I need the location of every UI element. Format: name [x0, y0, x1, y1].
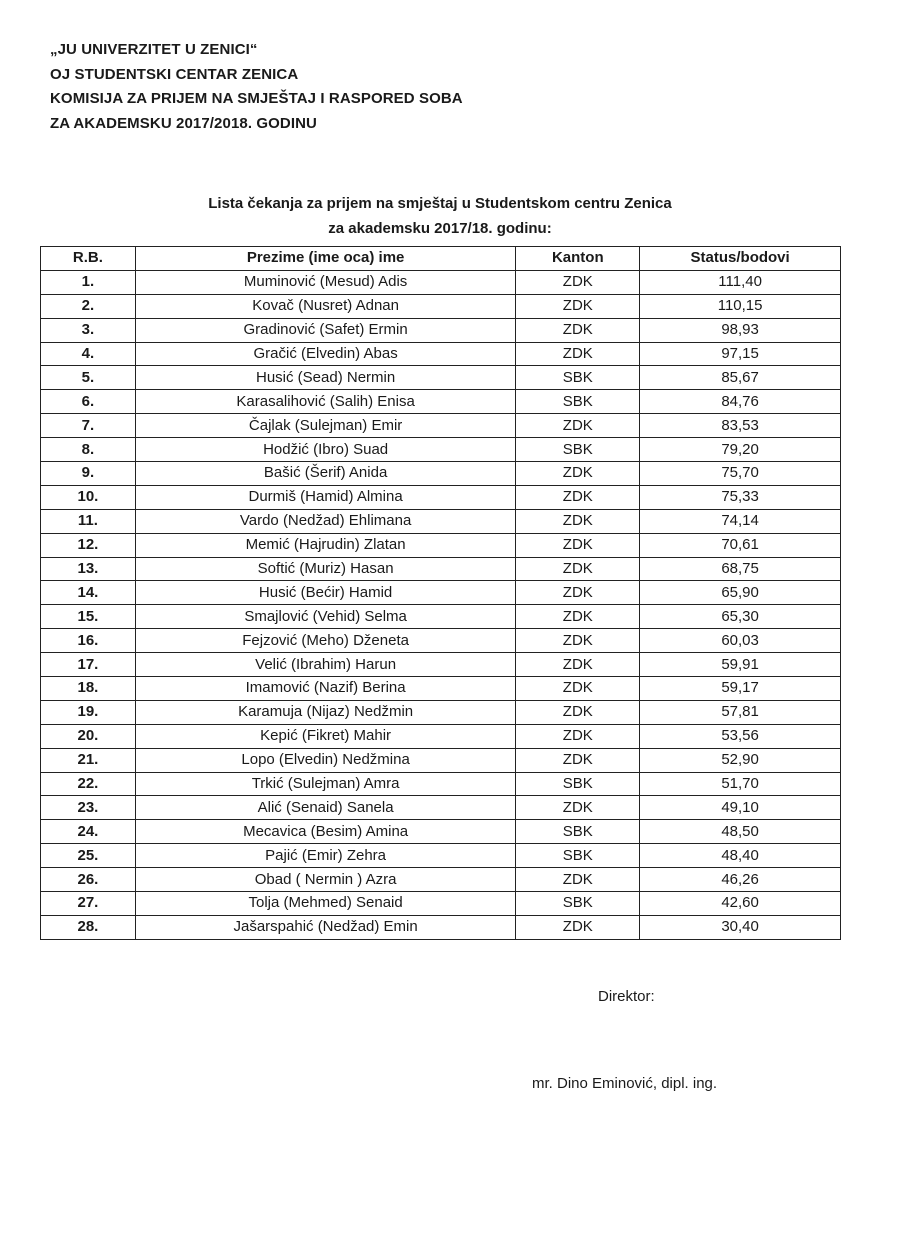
cell-kanton: ZDK — [516, 318, 640, 342]
table-header-row — [41, 247, 841, 271]
cell-kanton: SBK — [516, 772, 640, 796]
cell-rb: 24. — [41, 820, 136, 844]
cell-kanton: ZDK — [516, 915, 640, 939]
cell-name: Karasalihović (Salih) Enisa — [135, 390, 516, 414]
cell-bodovi: 110,15 — [640, 294, 841, 318]
cell-kanton: ZDK — [516, 485, 640, 509]
cell-bodovi: 51,70 — [640, 772, 841, 796]
table-row — [41, 509, 841, 533]
cell-kanton: ZDK — [516, 748, 640, 772]
cell-rb: 21. — [41, 748, 136, 772]
cell-kanton: ZDK — [516, 509, 640, 533]
cell-rb: 16. — [41, 629, 136, 653]
table-row — [41, 868, 841, 892]
cell-bodovi: 84,76 — [640, 390, 841, 414]
cell-bodovi: 48,40 — [640, 844, 841, 868]
cell-name: Husić (Bećir) Hamid — [135, 581, 516, 605]
cell-rb: 1. — [41, 270, 136, 294]
cell-kanton: ZDK — [516, 533, 640, 557]
cell-kanton: ZDK — [516, 796, 640, 820]
cell-kanton: ZDK — [516, 294, 640, 318]
cell-name: Pajić (Emir) Zehra — [135, 844, 516, 868]
cell-name: Bašić (Šerif) Anida — [135, 462, 516, 486]
cell-kanton: SBK — [516, 844, 640, 868]
table-row — [41, 820, 841, 844]
cell-rb: 11. — [41, 509, 136, 533]
cell-rb: 14. — [41, 581, 136, 605]
cell-name: Alić (Senaid) Sanela — [135, 796, 516, 820]
table-row — [41, 485, 841, 509]
cell-bodovi: 59,91 — [640, 653, 841, 677]
cell-kanton: ZDK — [516, 342, 640, 366]
signature-title: Direktor: — [598, 988, 655, 1005]
table-row — [41, 724, 841, 748]
cell-kanton: ZDK — [516, 724, 640, 748]
header-line-commission: KOMISIJA ZA PRIJEM NA SMJEŠTAJ I RASPORED SOBA — [50, 90, 463, 107]
cell-kanton: ZDK — [516, 462, 640, 486]
cell-bodovi: 30,40 — [640, 915, 841, 939]
cell-rb: 2. — [41, 294, 136, 318]
cell-rb: 19. — [41, 700, 136, 724]
cell-bodovi: 57,81 — [640, 700, 841, 724]
cell-rb: 13. — [41, 557, 136, 581]
cell-bodovi: 46,26 — [640, 868, 841, 892]
cell-kanton: ZDK — [516, 581, 640, 605]
cell-bodovi: 74,14 — [640, 509, 841, 533]
cell-rb: 17. — [41, 653, 136, 677]
cell-name: Velić (Ibrahim) Harun — [135, 653, 516, 677]
cell-bodovi: 59,17 — [640, 677, 841, 701]
cell-rb: 8. — [41, 438, 136, 462]
column-header-rb: R.B. — [41, 247, 136, 271]
cell-name: Lopo (Elvedin) Nedžmina — [135, 748, 516, 772]
cell-name: Čajlak (Sulejman) Emir — [135, 414, 516, 438]
cell-kanton: ZDK — [516, 868, 640, 892]
cell-name: Kepić (Fikret) Mahir — [135, 724, 516, 748]
cell-bodovi: 79,20 — [640, 438, 841, 462]
table-body — [41, 270, 841, 939]
cell-rb: 26. — [41, 868, 136, 892]
cell-kanton: SBK — [516, 366, 640, 390]
cell-name: Tolja (Mehmed) Senaid — [135, 892, 516, 916]
institution-header — [50, 38, 463, 136]
cell-kanton: ZDK — [516, 270, 640, 294]
cell-kanton: ZDK — [516, 677, 640, 701]
table-row — [41, 700, 841, 724]
cell-rb: 12. — [41, 533, 136, 557]
cell-bodovi: 83,53 — [640, 414, 841, 438]
cell-name: Durmiš (Hamid) Almina — [135, 485, 516, 509]
cell-name: Jašarspahić (Nedžad) Emin — [135, 915, 516, 939]
cell-rb: 3. — [41, 318, 136, 342]
column-header-name: Prezime (ime oca) ime — [135, 247, 516, 271]
cell-rb: 9. — [41, 462, 136, 486]
cell-name: Vardo (Nedžad) Ehlimana — [135, 509, 516, 533]
table-row — [41, 462, 841, 486]
list-subtitle: za akademsku 2017/18. godinu: — [328, 220, 552, 237]
cell-bodovi: 48,50 — [640, 820, 841, 844]
cell-bodovi: 75,33 — [640, 485, 841, 509]
cell-kanton: ZDK — [516, 557, 640, 581]
cell-bodovi: 52,90 — [640, 748, 841, 772]
table-row — [41, 796, 841, 820]
table-row — [41, 438, 841, 462]
column-header-kanton: Kanton — [516, 247, 640, 271]
cell-kanton: SBK — [516, 892, 640, 916]
cell-rb: 6. — [41, 390, 136, 414]
cell-name: Muminović (Mesud) Adis — [135, 270, 516, 294]
cell-rb: 28. — [41, 915, 136, 939]
cell-kanton: SBK — [516, 820, 640, 844]
cell-name: Obad ( Nermin ) Azra — [135, 868, 516, 892]
cell-bodovi: 65,30 — [640, 605, 841, 629]
table-row — [41, 366, 841, 390]
table-row — [41, 294, 841, 318]
cell-rb: 10. — [41, 485, 136, 509]
table-row — [41, 557, 841, 581]
cell-bodovi: 75,70 — [640, 462, 841, 486]
cell-bodovi: 49,10 — [640, 796, 841, 820]
column-header-status: Status/bodovi — [640, 247, 841, 271]
table-row — [41, 414, 841, 438]
cell-name: Imamović (Nazif) Berina — [135, 677, 516, 701]
cell-kanton: ZDK — [516, 414, 640, 438]
cell-name: Trkić (Sulejman) Amra — [135, 772, 516, 796]
table-row — [41, 390, 841, 414]
cell-rb: 15. — [41, 605, 136, 629]
cell-bodovi: 53,56 — [640, 724, 841, 748]
table-row — [41, 772, 841, 796]
list-title: Lista čekanja za prijem na smještaj u Studentskom centru Zenica — [208, 195, 672, 212]
cell-bodovi: 97,15 — [640, 342, 841, 366]
cell-bodovi: 85,67 — [640, 366, 841, 390]
cell-kanton: SBK — [516, 390, 640, 414]
cell-bodovi: 111,40 — [640, 270, 841, 294]
cell-name: Softić (Muriz) Hasan — [135, 557, 516, 581]
table-row — [41, 270, 841, 294]
cell-name: Karamuja (Nijaz) Nedžmin — [135, 700, 516, 724]
cell-bodovi: 60,03 — [640, 629, 841, 653]
cell-name: Fejzović (Meho) Dženeta — [135, 629, 516, 653]
cell-name: Hodžić (Ibro) Suad — [135, 438, 516, 462]
cell-rb: 22. — [41, 772, 136, 796]
table-row — [41, 677, 841, 701]
cell-kanton: ZDK — [516, 629, 640, 653]
cell-rb: 18. — [41, 677, 136, 701]
cell-rb: 25. — [41, 844, 136, 868]
cell-name: Gračić (Elvedin) Abas — [135, 342, 516, 366]
cell-name: Gradinović (Safet) Ermin — [135, 318, 516, 342]
cell-name: Memić (Hajrudin) Zlatan — [135, 533, 516, 557]
table-row — [41, 653, 841, 677]
header-line-student-center: OJ STUDENTSKI CENTAR ZENICA — [50, 65, 299, 83]
cell-kanton: ZDK — [516, 700, 640, 724]
header-line-academic-year: ZA AKADEMSKU 2017/2018. GODINU — [50, 114, 317, 132]
cell-rb: 23. — [41, 796, 136, 820]
cell-bodovi: 65,90 — [640, 581, 841, 605]
table-row — [41, 342, 841, 366]
cell-rb: 20. — [41, 724, 136, 748]
cell-name: Husić (Sead) Nermin — [135, 366, 516, 390]
cell-rb: 27. — [41, 892, 136, 916]
cell-bodovi: 42,60 — [640, 892, 841, 916]
cell-rb: 5. — [41, 366, 136, 390]
cell-rb: 7. — [41, 414, 136, 438]
header-line-university: „JU UNIVERZITET U ZENICI“ — [50, 41, 258, 58]
table-row — [41, 533, 841, 557]
table-row — [41, 605, 841, 629]
table-row — [41, 581, 841, 605]
cell-name: Kovač (Nusret) Adnan — [135, 294, 516, 318]
cell-name: Smajlović (Vehid) Selma — [135, 605, 516, 629]
cell-bodovi: 70,61 — [640, 533, 841, 557]
cell-bodovi: 68,75 — [640, 557, 841, 581]
table-row — [41, 318, 841, 342]
cell-bodovi: 98,93 — [640, 318, 841, 342]
table-row — [41, 915, 841, 939]
table-row — [41, 844, 841, 868]
table-row — [41, 892, 841, 916]
waiting-list-table — [40, 246, 841, 940]
signature-name: mr. Dino Eminović, dipl. ing. — [532, 1075, 718, 1092]
cell-rb: 4. — [41, 342, 136, 366]
table-row — [41, 748, 841, 772]
cell-name: Mecavica (Besim) Amina — [135, 820, 516, 844]
cell-kanton: ZDK — [516, 653, 640, 677]
cell-kanton: ZDK — [516, 605, 640, 629]
table-row — [41, 629, 841, 653]
cell-kanton: SBK — [516, 438, 640, 462]
